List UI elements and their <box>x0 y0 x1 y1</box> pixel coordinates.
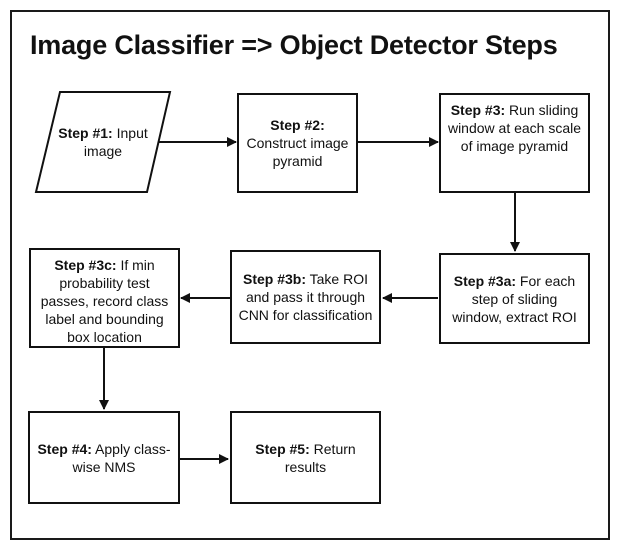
step-3-text: Run sliding window at each scale of image pyramid <box>447 102 582 154</box>
diagram-title: Image Classifier => Object Detector Steps <box>30 30 558 60</box>
step-2-label: Step #2: <box>270 117 325 133</box>
step-3b-node <box>230 250 381 344</box>
step-4-text: Apply class-wise NMS <box>72 440 171 475</box>
step-5-label: Step #5: <box>255 440 310 457</box>
step-5-node <box>230 411 381 504</box>
step-4-label: Step #4: <box>37 440 92 457</box>
step-2-text: Construct image pyramid <box>246 135 349 169</box>
step-3b-label: Step #3b: <box>242 271 306 287</box>
step-1-label: Step #1: <box>58 125 113 141</box>
step-3-label: Step #3: <box>450 102 506 118</box>
step-3a-text: For each step of sliding window, extract ROI <box>452 272 577 325</box>
step-5-text: Return results <box>284 440 356 475</box>
step-3c-label: Step #3c: <box>54 257 117 273</box>
step-3a-label: Step #3a: <box>453 272 517 289</box>
step-1-text: Input image <box>83 125 148 159</box>
step-3c-text: If min probability test passes, record class label and bounding box location <box>40 257 169 345</box>
step-3a-node <box>439 253 590 344</box>
step-4-node <box>28 411 180 504</box>
step-2-node <box>237 93 358 193</box>
step-1-node <box>50 100 156 184</box>
step-3b-text: Take ROI and pass it through CNN for classification <box>238 271 373 323</box>
step-3c-node <box>29 248 180 348</box>
step-3-node <box>439 93 590 193</box>
